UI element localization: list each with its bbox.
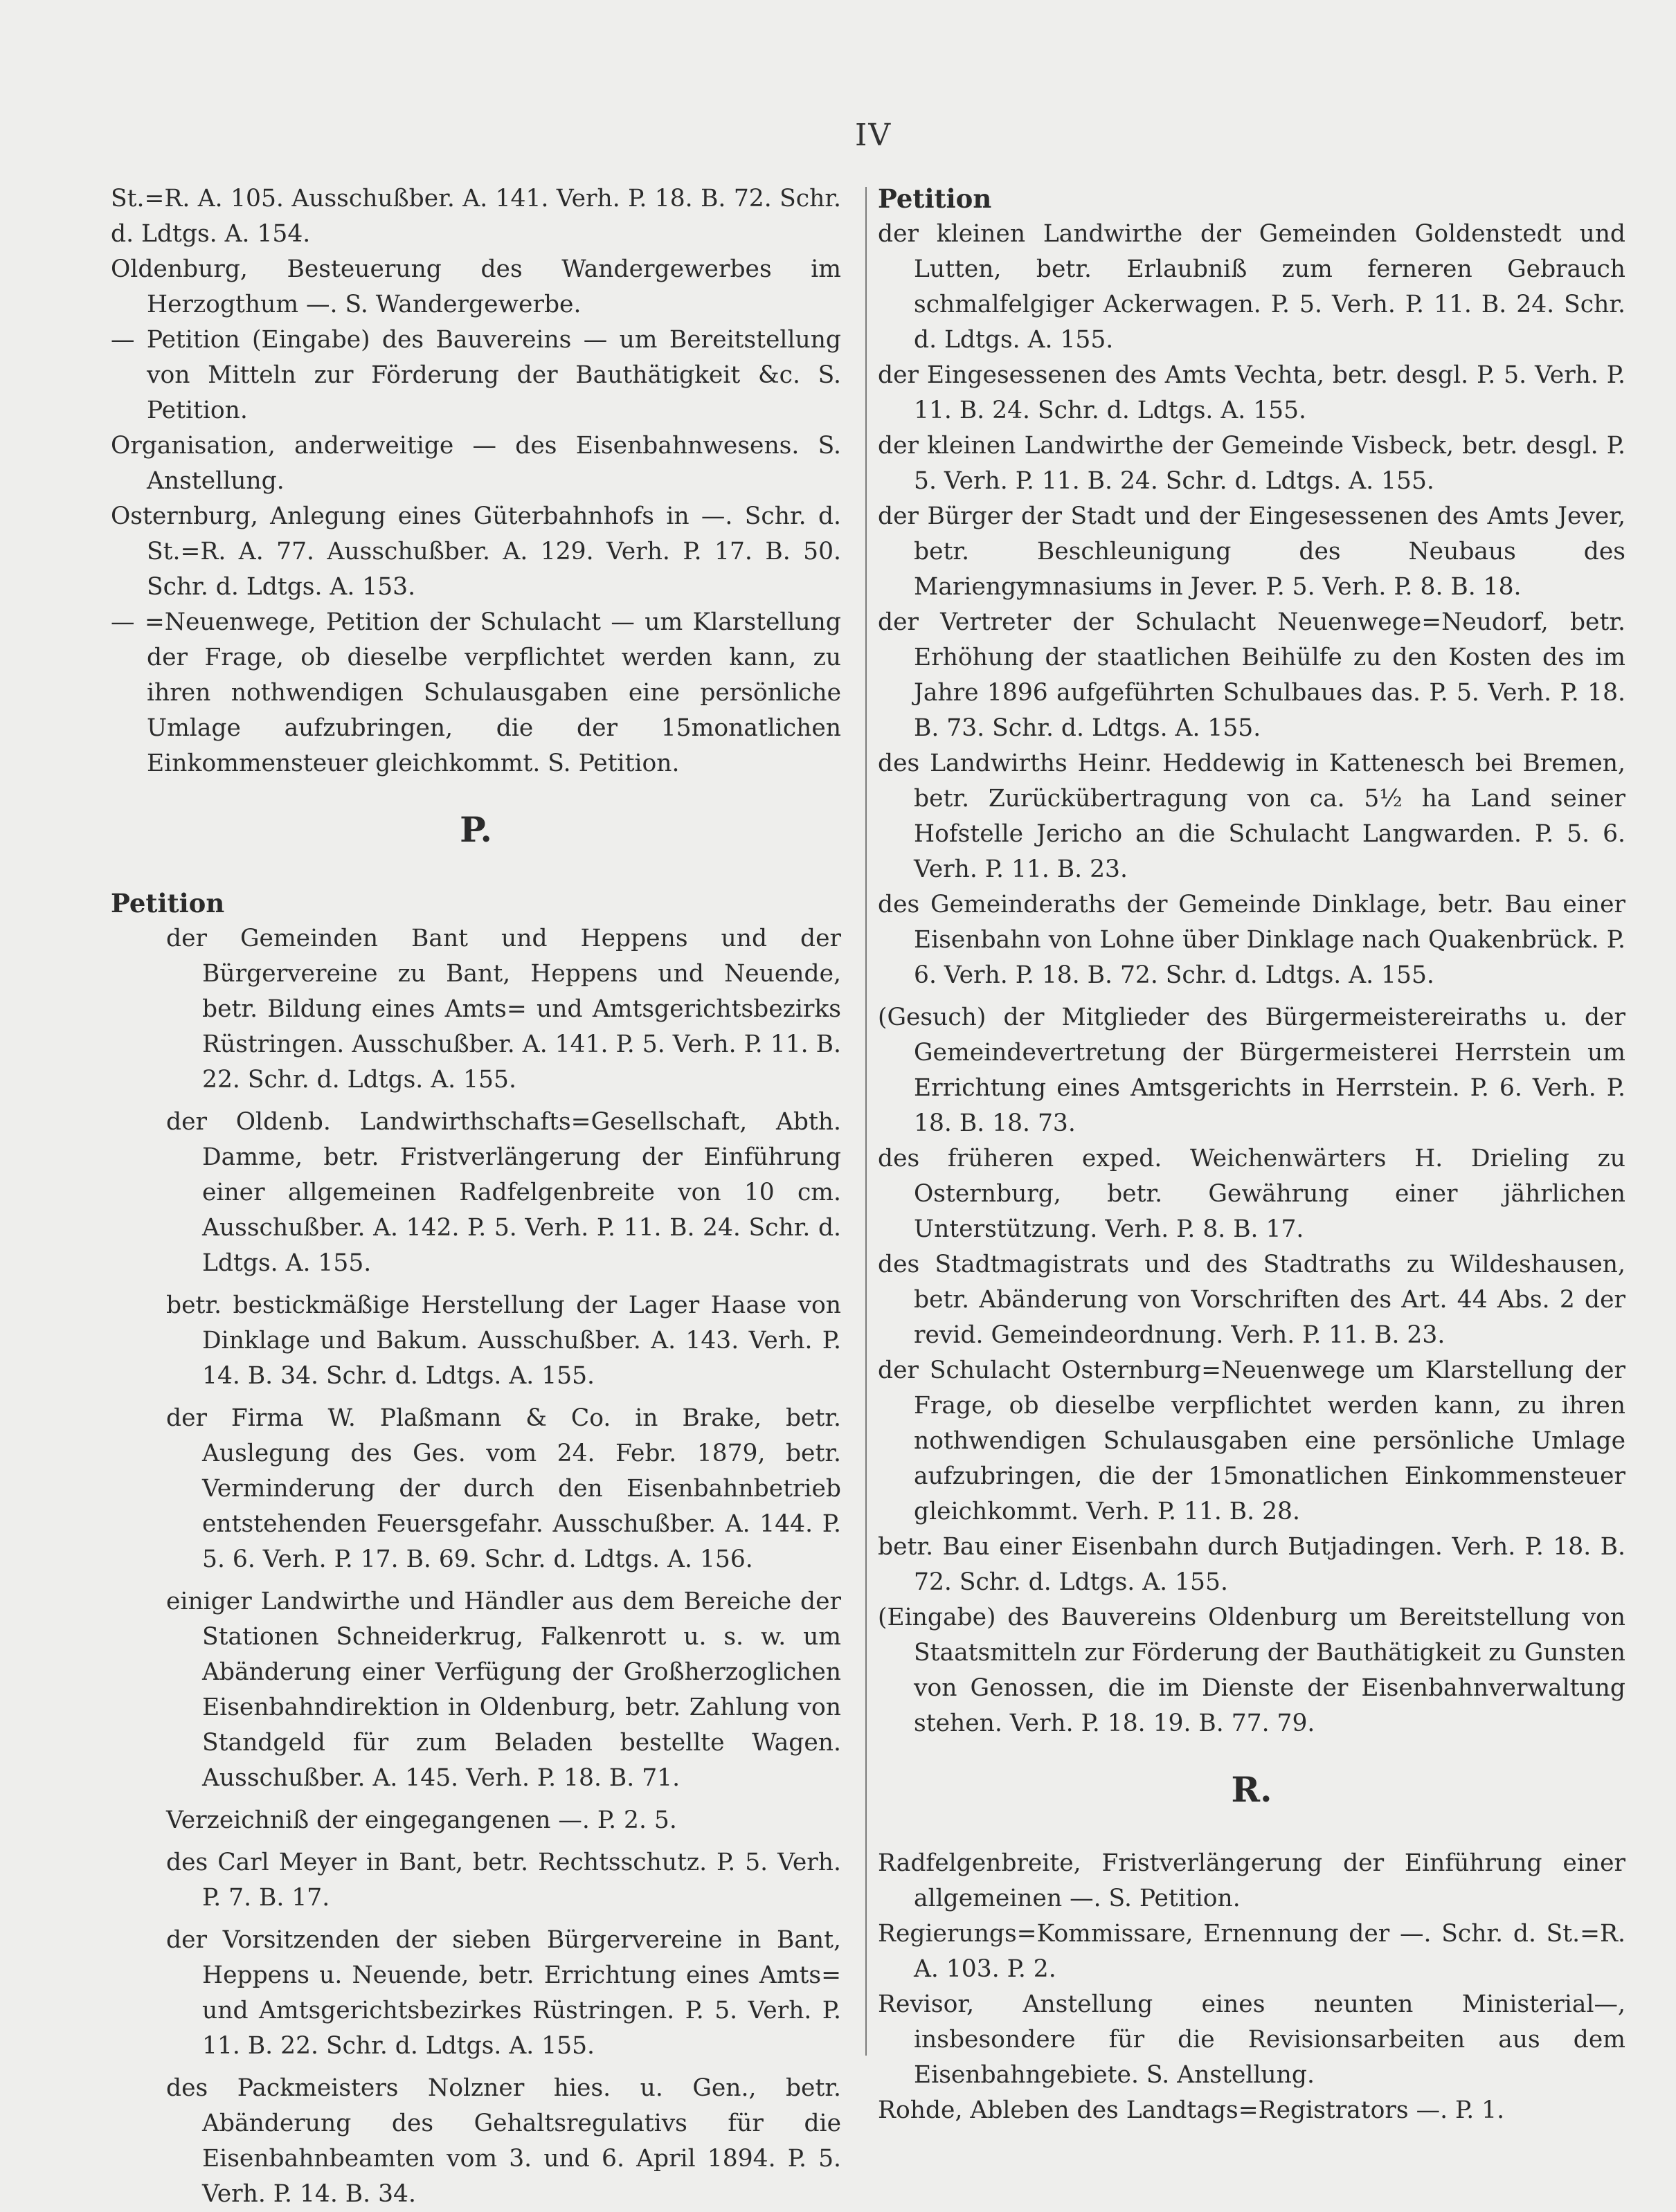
column-divider: [865, 187, 867, 2056]
page-number: IV: [855, 118, 892, 153]
index-entry: einiger Landwirthe und Händler aus dem Bereiche der Stationen Schneiderkrug, Falkenrott u. s. w. um Abänderung einer Verfügung der Großherzoglichen Eisenbahndirektion in Oldenburg, betr. Zahlung von Standgeld für zum Beladen bestellte Wagen. Ausschußber. A. 145. Verh. P. 18. B. 71.: [166, 1588, 841, 1792]
index-entry: der Schulacht Osternburg=Neuenwege um Klarstellung der Frage, ob dieselbe verpflichtet werden kann, zu ihren nothwendigen Schulausgaben eine persönliche Umlage aufzubringen, die der 15monatlichen Einkommensteuer gleichkommt. Verh. P. 11. B. 28.: [878, 1357, 1625, 1525]
index-entry: Osternburg, Anlegung eines Güterbahnhofs in —. Schr. d. St.=R. A. 77. Ausschußber. A. 129. Verh. P. 17. B. 50. Schr. d. Ldtgs. A. 153.: [111, 502, 841, 601]
index-entry: der Vorsitzenden der sieben Bürgervereine in Bant, Heppens u. Neuende, betr. Errichtung eines Amts= und Amtsgerichtsbezirkes Rüstringen. P. 5. Verh. P. 11. B. 22. Schr. d. Ldtgs. A. 155.: [166, 1926, 841, 2060]
section-heading: Petition: [111, 888, 225, 918]
index-entry: der Bürger der Stadt und der Eingesessenen des Amts Jever, betr. Beschleunigung des Neubaus des Mariengymnasiums in Jever. P. 5. Verh. P. 8. B. 18.: [878, 502, 1625, 601]
index-entry: Revisor, Anstellung eines neunten Ministerial—, insbesondere für die Revisionsarbeiten aus dem Eisenbahngebiete. S. Anstellung.: [878, 1991, 1625, 2089]
section-heading: Petition: [878, 183, 992, 214]
index-entry: der Oldenb. Landwirthschafts=Gesellschaft, Abth. Damme, betr. Fristverlängerung der Einführung einer allgemeinen Radfelgenbreite von 10 cm. Ausschußber. A. 142. P. 5. Verh. P. 11. B. 24. Schr. d. Ldtgs. A. 155.: [166, 1108, 841, 1277]
index-entry: — =Neuenwege, Petition der Schulacht — um Klarstellung der Frage, ob dieselbe verpflichtet werden kann, zu ihren nothwendigen Schulausgaben eine persönliche Umlage aufzubringen, die der 15monatlichen Einkommensteuer gleichkommt. S. Petition.: [111, 608, 841, 777]
index-entry: Rohde, Ableben des Landtags=Registrators —. P. 1.: [878, 2096, 1505, 2124]
index-entry: St.=R. A. 105. Ausschußber. A. 141. Verh. P. 18. B. 72. Schr. d. Ldtgs. A. 154.: [111, 185, 841, 248]
section-letter-p: P.: [460, 809, 492, 850]
index-entry: des Packmeisters Nolzner hies. u. Gen., betr. Abänderung des Gehaltsregulativs für die Eisenbahnbeamten vom 3. und 6. April 1894. P. 5. Verh. P. 14. B. 34.: [166, 2074, 841, 2208]
index-entry: Regierungs=Kommissare, Ernennung der —. Schr. d. St.=R. A. 103. P. 2.: [878, 1920, 1625, 1983]
index-entry: Radfelgenbreite, Fristverlängerung der Einführung einer allgemeinen —. S. Petition.: [878, 1849, 1625, 1912]
index-entry: Organisation, anderweitige — des Eisenbahnwesens. S. Anstellung.: [111, 432, 841, 495]
index-entry: der kleinen Landwirthe der Gemeinden Goldenstedt und Lutten, betr. Erlaubniß zum ferneren Gebrauch schmalfelgiger Ackerwagen. P. 5. Verh. P. 11. B. 24. Schr. d. Ldtgs. A. 155.: [878, 220, 1625, 354]
index-entry: des Gemeinderaths der Gemeinde Dinklage, betr. Bau einer Eisenbahn von Lohne über Dinklage nach Quakenbrück. P. 6. Verh. P. 18. B. 72. Schr. d. Ldtgs. A. 155.: [878, 891, 1625, 989]
index-entry: — Petition (Eingabe) des Bauvereins — um Bereitstellung von Mitteln zur Förderung der Bauthätigkeit &c. S. Petition.: [111, 326, 841, 424]
index-entry: der Gemeinden Bant und Heppens und der Bürgervereine zu Bant, Heppens und Neuende, betr. Bildung eines Amts= und Amtsgerichtsbezirks Rüstringen. Ausschußber. A. 141. P. 5. Verh. P. 11. B. 22. Schr. d. Ldtgs. A. 155.: [166, 925, 841, 1094]
index-entry: (Gesuch) der Mitglieder des Bürgermeistereiraths u. der Gemeindevertretung der Bürgermeisterei Herrstein um Errichtung eines Amtsgerichts in Herrstein. P. 6. Verh. P. 18. B. 18. 73.: [878, 1004, 1625, 1137]
index-entry: (Eingabe) des Bauvereins Oldenburg um Bereitstellung von Staatsmitteln zur Förderung der Bauthätigkeit zu Gunsten von Genossen, die im Dienste der Eisenbahnverwaltung stehen. Verh. P. 18. 19. B. 77. 79.: [878, 1604, 1625, 1737]
right-column: [878, 181, 1625, 2128]
left-column: [111, 181, 841, 2212]
section-letter-r: R.: [1231, 1769, 1272, 1810]
index-entry: der Vertreter der Schulacht Neuenwege=Neudorf, betr. Erhöhung der staatlichen Beihülfe zu den Kosten des im Jahre 1896 aufgeführten Schulbaues das. P. 5. Verh. P. 18. B. 73. Schr. d. Ldtgs. A. 155.: [878, 608, 1625, 742]
index-entry: Verzeichniß der eingegangenen —. P. 2. 5.: [166, 1806, 677, 1834]
index-entry: betr. bestickmäßige Herstellung der Lager Haase von Dinklage und Bakum. Ausschußber. A. 143. Verh. P. 14. B. 34. Schr. d. Ldtgs. A. 155.: [166, 1291, 841, 1390]
index-entry: betr. Bau einer Eisenbahn durch Butjadingen. Verh. P. 18. B. 72. Schr. d. Ldtgs. A. 155.: [878, 1533, 1625, 1596]
index-entry: Oldenburg, Besteuerung des Wandergewerbes im Herzogthum —. S. Wandergewerbe.: [111, 255, 841, 318]
index-entry: des früheren exped. Weichenwärters H. Drieling zu Osternburg, betr. Gewährung einer jährlichen Unterstützung. Verh. P. 8. B. 17.: [878, 1145, 1625, 1243]
index-entry: der Eingesessenen des Amts Vechta, betr. desgl. P. 5. Verh. P. 11. B. 24. Schr. d. Ldtgs. A. 155.: [878, 361, 1625, 424]
index-entry: der Firma W. Plaßmann & Co. in Brake, betr. Auslegung des Ges. vom 24. Febr. 1879, betr. Verminderung der durch den Eisenbahnbetrieb entstehenden Feuersgefahr. Ausschußber. A. 144. P. 5. 6. Verh. P. 17. B. 69. Schr. d. Ldtgs. A. 156.: [166, 1404, 841, 1573]
index-entry: des Landwirths Heinr. Heddewig in Kattenesch bei Bremen, betr. Zurückübertragung von ca. 5½ ha Land seiner Hofstelle Jericho an die Schulacht Langwarden. P. 5. 6. Verh. P. 11. B. 23.: [878, 750, 1625, 883]
index-entry: des Carl Meyer in Bant, betr. Rechtsschutz. P. 5. Verh. P. 7. B. 17.: [166, 1849, 841, 1912]
index-entry: der kleinen Landwirthe der Gemeinde Visbeck, betr. desgl. P. 5. Verh. P. 11. B. 24. Schr. d. Ldtgs. A. 155.: [878, 432, 1625, 495]
index-entry: des Stadtmagistrats und des Stadtraths zu Wildeshausen, betr. Abänderung von Vorschriften des Art. 44 Abs. 2 der revid. Gemeindeordnung. Verh. P. 11. B. 23.: [878, 1251, 1625, 1349]
